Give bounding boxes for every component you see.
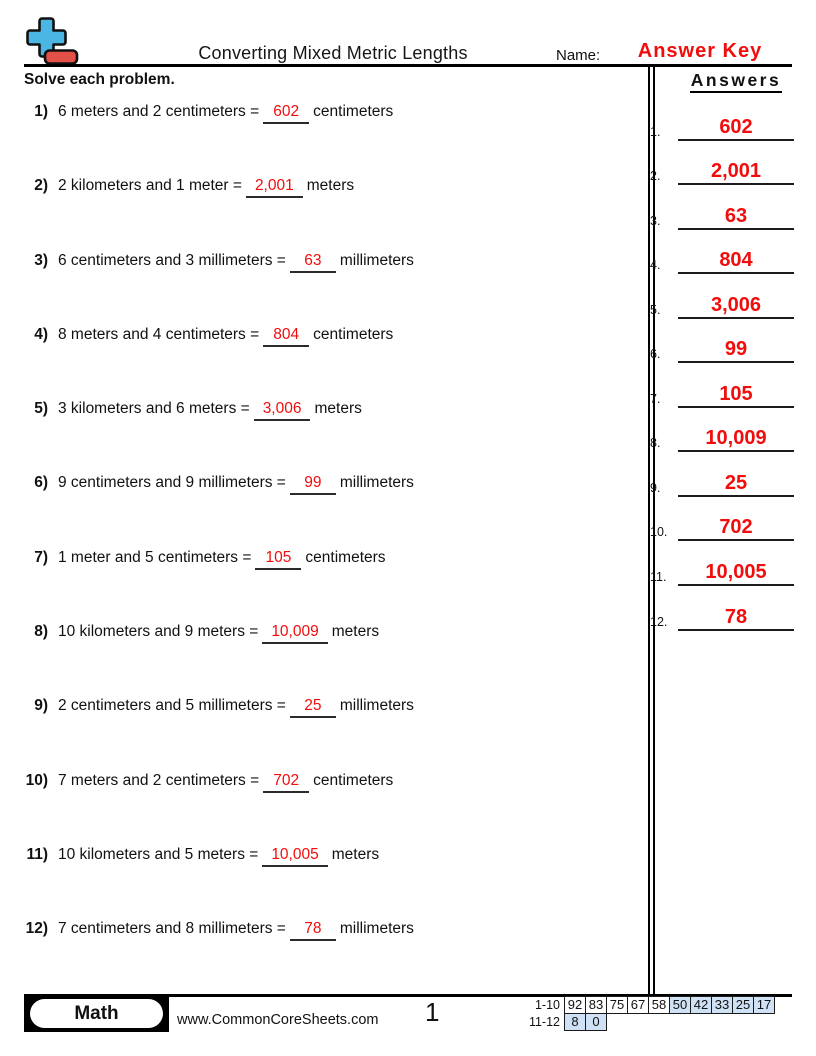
problem-number: 7) <box>34 548 48 566</box>
problem-row <box>24 325 642 399</box>
problem-row <box>24 399 642 473</box>
problem-unit: millimeters <box>339 920 414 938</box>
problem-text: 2 centimeters and 5 millimeters = <box>58 697 286 715</box>
answer-value: 25 <box>678 472 794 497</box>
problem-number: 4) <box>34 325 48 343</box>
score-cell: 25 <box>732 996 754 1014</box>
problem-text: 6 centimeters and 3 millimeters = <box>58 251 286 269</box>
problem-number: 8) <box>34 623 48 641</box>
score-cell: 42 <box>690 996 712 1014</box>
answer-item <box>650 408 794 453</box>
answer-number: 7. <box>650 391 661 406</box>
answer-blank <box>290 473 336 495</box>
score-row <box>519 1013 775 1031</box>
problem-text: 10 kilometers and 9 meters = <box>58 623 259 641</box>
score-cell: 50 <box>669 996 691 1014</box>
answer-item <box>650 497 794 542</box>
answer-number: 6. <box>650 347 661 362</box>
answer-blank <box>254 399 311 421</box>
page-title: Converting Mixed Metric Lengths <box>198 43 468 63</box>
score-cell: 0 <box>585 1013 607 1031</box>
problem-number: 3) <box>34 251 48 269</box>
answer-value: 10,009 <box>678 427 794 452</box>
problem-unit: millimeters <box>339 251 414 269</box>
answer-item <box>650 141 794 186</box>
answer-item <box>650 452 794 497</box>
problem-row <box>24 771 642 845</box>
answer-blank <box>263 771 309 793</box>
answer-blank <box>290 696 336 718</box>
answer-value: 3,006 <box>678 294 794 319</box>
score-table <box>519 996 775 1031</box>
problem-number: 12) <box>25 920 48 938</box>
problem-number: 5) <box>34 400 48 418</box>
problem-text: 3 kilometers and 6 meters = <box>58 400 250 418</box>
problem-unit: meters <box>331 845 380 863</box>
problem-row <box>24 919 642 993</box>
answer-item <box>650 274 794 319</box>
score-cell: 58 <box>648 996 670 1014</box>
answer-blank <box>290 251 336 273</box>
page-number: 1 <box>425 997 440 1027</box>
problem-row <box>24 102 642 176</box>
answer-blank <box>262 622 327 644</box>
answer-item <box>650 230 794 275</box>
score-row-label: 11-12 <box>528 1015 560 1029</box>
problem-unit: centimeters <box>313 771 394 789</box>
answer-item <box>650 185 794 230</box>
problem-unit: centimeters <box>313 325 394 343</box>
problem-number: 1) <box>34 103 48 120</box>
answer-value: 10,005 <box>678 561 794 586</box>
score-cell: 75 <box>606 996 628 1014</box>
problem-list <box>24 102 642 994</box>
website-text: www.CommonCoreSheets.com <box>177 1012 379 1028</box>
answer-value: 105 <box>678 383 794 408</box>
score-cell: 17 <box>753 996 775 1014</box>
subject-badge-label: Math <box>30 999 163 1028</box>
name-label: Name: <box>556 47 601 64</box>
problem-number: 6) <box>34 474 48 492</box>
answers-list <box>650 96 794 631</box>
problem-unit: meters <box>306 177 355 195</box>
answer-value: 78 <box>678 606 794 631</box>
inline-answer: 10,009 <box>271 623 319 641</box>
answer-blank <box>255 548 301 570</box>
answer-blank <box>263 102 309 124</box>
problem-row <box>24 251 642 325</box>
inline-answer: 702 <box>273 771 300 789</box>
problem-text: 10 kilometers and 5 meters = <box>58 845 259 863</box>
inline-answer: 78 <box>304 920 322 938</box>
inline-answer: 10,005 <box>271 845 319 863</box>
score-cell: 8 <box>564 1013 586 1031</box>
answer-number: 2. <box>650 169 661 184</box>
problem-text: 6 meters and 2 centimeters = <box>58 103 260 120</box>
score-row-label: 1-10 <box>534 998 560 1012</box>
problem-text: 7 centimeters and 8 millimeters = <box>58 920 286 938</box>
answer-value: 63 <box>678 205 794 230</box>
inline-answer: 105 <box>265 548 292 566</box>
problem-unit: meters <box>314 400 362 418</box>
answers-title-wrap <box>650 70 794 93</box>
problem-unit: centimeters <box>305 548 386 566</box>
problem-number: 11) <box>26 845 48 863</box>
inline-answer: 602 <box>273 103 300 120</box>
problem-number: 10) <box>25 771 48 789</box>
problem-number: 2) <box>34 177 48 195</box>
problem-row <box>24 845 642 919</box>
answer-value: 2,001 <box>678 160 794 185</box>
problem-row <box>24 622 642 696</box>
header-divider <box>24 64 792 67</box>
problem-text: 1 meter and 5 centimeters = <box>58 548 252 566</box>
problem-text: 7 meters and 2 centimeters = <box>58 771 260 789</box>
problem-unit: millimeters <box>339 697 414 715</box>
problem-text: 9 centimeters and 9 millimeters = <box>58 474 286 492</box>
answer-item <box>650 319 794 364</box>
inline-answer: 804 <box>273 325 300 343</box>
answer-number: 4. <box>650 258 661 273</box>
subject-badge <box>24 995 169 1032</box>
problem-text: 8 meters and 4 centimeters = <box>58 325 260 343</box>
problem-row <box>24 176 642 250</box>
answer-blank <box>263 325 309 347</box>
problem-unit: millimeters <box>339 474 414 492</box>
answer-blank <box>246 176 303 198</box>
answer-number: 12. <box>650 614 668 629</box>
problem-unit: meters <box>331 623 380 641</box>
problem-unit: centimeters <box>313 103 394 120</box>
score-row <box>519 996 775 1014</box>
answer-number: 8. <box>650 436 661 451</box>
answer-item <box>650 363 794 408</box>
plus-minus-icon <box>26 16 80 66</box>
answer-key-name-value: Answer Key <box>637 40 763 62</box>
answer-number: 1. <box>650 124 661 139</box>
answer-value: 804 <box>678 249 794 274</box>
problem-number: 9) <box>34 697 48 715</box>
problem-text: 2 kilometers and 1 meter = <box>58 177 242 195</box>
problem-row <box>24 548 642 622</box>
problem-row <box>24 696 642 770</box>
answers-title: Answers <box>690 70 782 93</box>
answer-item <box>650 96 794 141</box>
answer-number: 5. <box>650 302 661 317</box>
answer-blank <box>290 919 336 941</box>
answer-value: 702 <box>678 516 794 541</box>
inline-answer: 63 <box>304 251 322 269</box>
answer-blank <box>262 845 327 867</box>
problem-row <box>24 473 642 547</box>
inline-answer: 2,001 <box>254 177 294 195</box>
score-cell: 83 <box>585 996 607 1014</box>
answers-panel <box>650 70 794 631</box>
answer-number: 11. <box>650 570 667 585</box>
answer-number: 9. <box>650 480 661 495</box>
inline-answer: 99 <box>304 474 322 492</box>
answer-number: 3. <box>650 213 661 228</box>
score-cell: 92 <box>564 996 586 1014</box>
inline-answer: 25 <box>304 697 322 715</box>
answer-item <box>650 541 794 586</box>
answer-item <box>650 586 794 631</box>
answer-number: 10. <box>650 525 668 540</box>
answer-value: 602 <box>678 116 794 141</box>
score-cell: 67 <box>627 996 649 1014</box>
answer-value: 99 <box>678 338 794 363</box>
score-cell: 33 <box>711 996 733 1014</box>
instruction-text: Solve each problem. <box>24 71 175 88</box>
inline-answer: 3,006 <box>262 400 302 418</box>
